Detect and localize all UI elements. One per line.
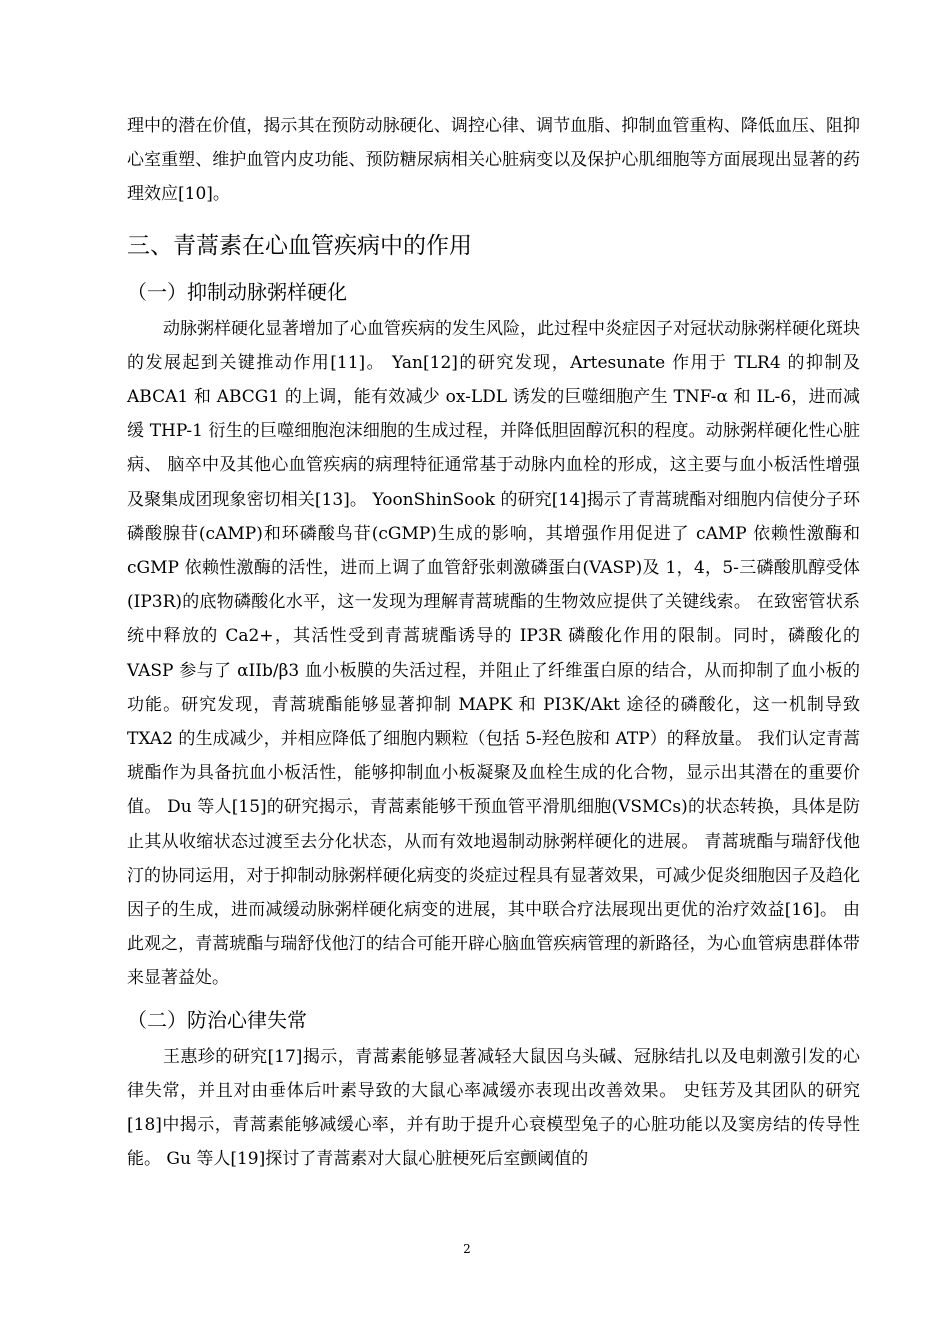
subsection-heading-arrhythmia: （二）防治心律失常 <box>127 1007 307 1032</box>
page-number: 2 <box>463 1242 471 1256</box>
section-heading: 三、青蒿素在心血管疾病中的作用 <box>127 232 472 259</box>
page-content <box>127 109 860 1176</box>
atherosclerosis-paragraph: 动脉粥样硬化显著增加了心血管疾病的发生风险，此过程中炎症因子对冠状动脉粥样硬化斑块的发展起到关键推动作用[11]。 Yan[12]的研究发现，Artesunate 作用于 TLR4 的抑制及 ABCA1 和 ABCG1 的上调，能有效减少 ox-LDL 诱发的巨噬细胞产生 TNF-α 和 IL-6，进而减缓 THP-1 衍生的巨噬细胞泡沫细胞的生成过程，并降低胆固醇沉积的程度。动脉粥样硬化性心脏病、 脑卒中及其他心血管疾病的病理特征通常基于动脉内血栓的形成，这主要与血小板活性增强及聚集成团现象密切相关[13]。 YoonShinSook 的研究[14]揭示了青蒿琥酯对细胞内信使分子环磷酸腺苷(cAMP)和环磷酸鸟苷(cGMP)生成的影响，其增强作用促进了 cAMP 依赖性激酶和 cGMP 依赖性激酶的活性，进而上调了血管舒张刺激磷蛋白(VASP)及 1，4，5-三磷酸肌醇受体(IP3R)的底物磷酸化水平，这一发现为理解青蒿琥酯的生物效应提供了关键线索。 在致密管状系统中释放的 Ca2+，其活性受到青蒿琥酯诱导的 IP3R 磷酸化作用的限制。同时，磷酸化的 VASP 参与了 αIIb/β3 血小板膜的失活过程，并阻止了纤维蛋白原的结合，从而抑制了血小板的功能。研究发现，青蒿琥酯能够显著抑制 MAPK 和 PI3K/Akt 途径的磷酸化，这一机制导致 TXA2 的生成减少，并相应降低了细胞内颗粒（包括 5-羟色胺和 ATP）的释放量。 我们认定青蒿琥酯作为具备抗血小板活性，能够抑制血小板凝聚及血栓生成的化合物，显示出其潜在的重要价值。 Du 等人[15]的研究揭示，青蒿素能够干预血管平滑肌细胞(VSMCs)的状态转换，具体是防止其从收缩状态过渡至去分化状态，从而有效地遏制动脉粥样硬化的进展。 青蒿琥酯与瑞舒伐他汀的协同运用，对于抑制动脉粥样硬化病变的炎症过程具有显著效果，可减少促炎细胞因子及趋化因子的生成，进而减缓动脉粥样硬化病变的进展，其中联合疗法展现出更优的治疗效益[16]。 由此观之，青蒿琥酯与瑞舒伐他汀的结合可能开辟心脑血管疾病管理的新路径，为心血管病患群体带来显著益处。 <box>127 318 860 989</box>
subsection-heading-atherosclerosis: （一）抑制动脉粥样硬化 <box>127 279 347 304</box>
arrhythmia-paragraph: 王惠珍的研究[17]揭示，青蒿素能够显著减轻大鼠因乌头碱、冠脉结扎以及电刺激引发的心律失常，并且对由垂体后叶素导致的大鼠心率减缓亦表现出改善效果。 史钰芳及其团队的研究[18]中揭示，青蒿素能够减缓心率，并有助于提升心衰模型兔子的心脏功能以及窦房结的传导性能。 Gu 等人[19]探讨了青蒿素对大鼠心脏梗死后室颤阈值的 <box>127 1046 860 1170</box>
intro-paragraph: 理中的潜在价值，揭示其在预防动脉硬化、调控心律、调节血脂、抑制血管重构、降低血压、阻抑心室重塑、维护血管内皮功能、预防糖尿病相关心脏病变以及保护心肌细胞等方面展现出显著的药理效应[10]。 <box>127 116 860 205</box>
